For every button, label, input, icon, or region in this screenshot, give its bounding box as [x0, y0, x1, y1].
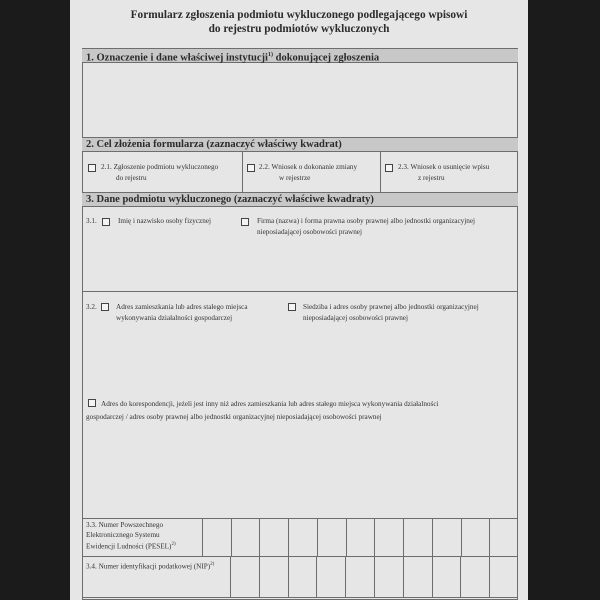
- purpose-2-1-checkbox[interactable]: [88, 164, 96, 172]
- residence-address-line2: wykonywania działalności gospodarczej: [116, 314, 233, 322]
- digit-cell-divider: [345, 557, 346, 597]
- seat-address-checkbox[interactable]: [288, 303, 296, 311]
- digit-cell-divider: [489, 557, 490, 597]
- digit-cell-divider: [288, 557, 289, 597]
- pesel-line2: Elektronicznego Systemu: [86, 531, 160, 539]
- digit-cell-divider: [403, 557, 404, 597]
- nip-row-bottom-border: [82, 597, 518, 598]
- purpose-2-3-line2: z rejestru: [418, 174, 445, 182]
- section2-divider-1: [242, 152, 243, 192]
- digit-cell-divider: [432, 557, 433, 597]
- purpose-2-3-checkbox[interactable]: [385, 164, 393, 172]
- digit-cell-divider: [374, 519, 375, 556]
- correspondence-line2: gospodarczej / adres osoby prawnej albo jednostki organizacyjnej nieposiadającej osobowości prawnej: [86, 413, 382, 421]
- section3-header: [82, 192, 518, 207]
- section1-header: [82, 48, 518, 63]
- section2-divider-2: [380, 152, 381, 192]
- address-entry-field[interactable]: [83, 330, 517, 392]
- digit-cell-divider: [432, 519, 433, 556]
- digit-cell-divider: [461, 519, 462, 556]
- digit-cell-divider: [489, 519, 490, 556]
- purpose-2-2-label: [259, 162, 357, 184]
- purpose-2-1-label: [101, 162, 218, 184]
- form-title-line1: Formularz zgłoszenia podmiotu wykluczonego podlegającego wpisowi: [130, 9, 468, 21]
- form-page: [70, 0, 528, 600]
- nip-footnote: 2): [210, 562, 215, 567]
- company-name-line1: Firma (nazwa) i forma prawna osoby prawnej albo jednostki organizacyjnej: [257, 217, 476, 225]
- purpose-2-2-checkbox[interactable]: [247, 164, 255, 172]
- purpose-2-1-line2: do rejestru: [116, 174, 147, 182]
- section3-divider: [82, 291, 518, 292]
- person-name-checkbox[interactable]: [102, 218, 110, 226]
- residence-address-line1: Adres zamieszkania lub adres stałego miejsca: [116, 303, 248, 311]
- digit-cell-divider: [460, 557, 461, 597]
- name-entry-field[interactable]: [83, 244, 517, 290]
- form-title: [70, 8, 528, 36]
- form-title-line2: do rejestru podmiotów wykluczonych: [208, 23, 390, 35]
- section1-title-tail: dokonującej zgłoszenia: [272, 52, 380, 64]
- digit-cell-divider: [346, 519, 347, 556]
- field-3-1-number: 3.1.: [86, 217, 97, 225]
- company-name-line2: nieposiadającej osobowości prawnej: [257, 228, 362, 236]
- digit-cell-divider: [259, 519, 260, 556]
- pesel-input-cells[interactable]: [202, 519, 518, 556]
- pesel-line3: Ewidencji Ludności (PESEL): [86, 542, 172, 551]
- digit-cell-divider: [259, 557, 260, 597]
- digit-cell-divider: [316, 557, 317, 597]
- nip-label-text: 3.4. Numer identyfikacji podatkowej (NIP): [86, 562, 211, 571]
- section1-institution-field[interactable]: [83, 63, 517, 137]
- residence-address-checkbox[interactable]: [101, 303, 109, 311]
- digit-cell-divider: [374, 557, 375, 597]
- seat-address-line2: nieposiadającej osobowości prawnej: [303, 314, 408, 322]
- pesel-line1: 3.3. Numer Powszechnego: [86, 521, 164, 529]
- digit-cell-divider: [230, 557, 231, 597]
- digit-cell-divider: [317, 519, 318, 556]
- section1-title: 1. Oznaczenie i dane właściwej instytucji: [86, 52, 268, 64]
- section2-header: [82, 137, 518, 152]
- nip-input-cells[interactable]: [230, 557, 518, 597]
- digit-cell-divider: [231, 519, 232, 556]
- purpose-2-3-label: [398, 162, 489, 184]
- digit-cell-divider: [288, 519, 289, 556]
- pesel-footnote: 2): [171, 542, 176, 547]
- digit-cell-divider: [202, 519, 203, 556]
- section1-footnote: 1): [267, 52, 273, 58]
- section2-title: 2. Cel złożenia formularza (zaznaczyć właściwy kwadrat): [86, 139, 342, 150]
- digit-cell-divider: [403, 519, 404, 556]
- correspondence-address-label: [86, 398, 510, 424]
- correspondence-line1: Adres do korespondencji, jeżeli jest inny niż adres zamieszkania lub adres stałego miejsca wykonywania działalności: [101, 400, 439, 408]
- purpose-2-3-line1: 2.3. Wniosek o usunięcie wpisu: [398, 163, 490, 171]
- section3-title: 3. Dane podmiotu wykluczonego (zaznaczyć właściwe kwadraty): [86, 194, 374, 205]
- field-3-2-number: 3.2.: [86, 303, 97, 311]
- seat-address-label: [303, 302, 479, 324]
- purpose-2-2-line1: 2.2. Wniosek o dokonanie zmiany: [259, 163, 358, 171]
- nip-label: [86, 559, 214, 572]
- seat-address-line1: Siedziba i adres osoby prawnej albo jednostki organizacyjnej: [303, 303, 479, 311]
- residence-address-label: [116, 302, 248, 324]
- company-name-checkbox[interactable]: [241, 218, 249, 226]
- purpose-2-1-line1: 2.1. Zgłoszenie podmiotu wykluczonego: [101, 163, 219, 171]
- company-name-label: [257, 216, 475, 238]
- correspondence-entry-field[interactable]: [83, 428, 517, 516]
- person-name-label: Imię i nazwisko osoby fizycznej: [118, 217, 212, 225]
- purpose-2-2-line2: w rejestrze: [279, 174, 311, 182]
- pesel-label: [86, 520, 176, 551]
